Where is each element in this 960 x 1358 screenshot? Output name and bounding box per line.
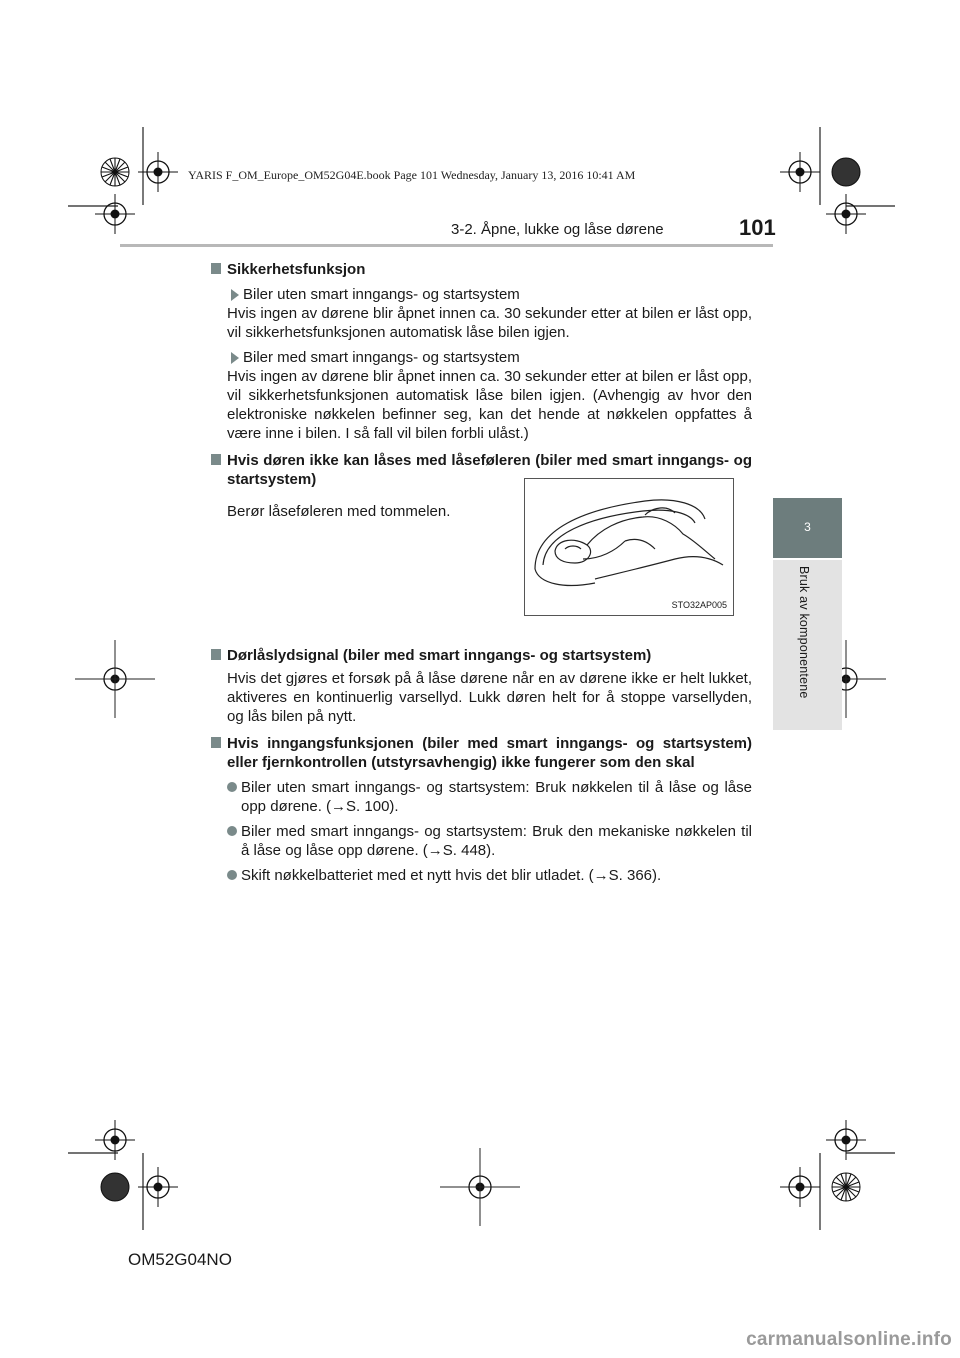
- chapter-label: Bruk av komponentene: [797, 566, 811, 699]
- bullet-icon: [227, 870, 237, 880]
- watermark-link[interactable]: carmanualsonline.info: [746, 1329, 952, 1350]
- subheading-with-smart: Biler med smart inngangs- og startsystem: [211, 348, 752, 367]
- paragraph: Hvis ingen av dørene blir åpnet innen ca. 30 sekunder etter at bilen er låst opp, vil sikkerhetsfunksjonen automatisk låse bilen igjen. (Avhengig av hvor den elektroniske nøkkelen befinner seg, kan det hende at nøkkelen oppfattes å være inne i bilen. I så fall vil bilen forbli ulåst.): [227, 368, 752, 442]
- bullet-icon: [227, 782, 237, 792]
- paragraph: Hvis det gjøres et forsøk på å låse dørene når en av dørene ikke er helt lukket, aktiveres en kontinuerlig varsellyd. Lukk døren helt for å stoppe varsellyden, og lås bilen på nytt.: [227, 670, 752, 725]
- hand-touching-lock-sensor-icon: [525, 479, 733, 615]
- bullet-item: Skift nøkkelbatteriet med et nytt hvis det blir utladet. (→S. 366).: [211, 866, 752, 885]
- subheading-without-smart: Biler uten smart inngangs- og startsystem: [211, 285, 752, 304]
- door-handle-illustration: [524, 478, 734, 616]
- section-marker: [211, 263, 221, 274]
- heading-malfunction: Hvis inngangsfunksjonen (biler med smart inngangs- og startsystem) eller fjernkontrollen (utstyrsavhengig) ikke fungerer som den skal: [211, 734, 752, 772]
- book-info: YARIS F_OM_Europe_OM52G04E.book Page 101 Wednesday, January 13, 2016 10:41 AM: [188, 168, 636, 182]
- figure-code: STO32AP005: [671, 600, 727, 610]
- section-marker: [211, 649, 221, 660]
- triangle-icon: [231, 352, 239, 364]
- section-marker: [211, 454, 221, 465]
- paragraph: Hvis ingen av dørene blir åpnet innen ca. 30 sekunder etter at bilen er låst opp, vil sikkerhetsfunksjonen automatisk låse bilen igjen.: [227, 305, 752, 341]
- page-number: 101: [739, 215, 776, 240]
- section-title: 3-2. Åpne, lukke og låse dørene: [451, 221, 664, 238]
- heading-door-lock-signal: Dørlåslydsignal (biler med smart inngangs- og startsystem): [211, 646, 752, 665]
- bullet-item: Biler med smart inngangs- og startsystem: Bruk den mekaniske nøkkelen til å låse og låse opp dørene. (→S. 448).: [211, 822, 752, 860]
- footer-code: OM52G04NO: [128, 1250, 232, 1269]
- bullet-item: Biler uten smart inngangs- og startsystem: Bruk nøkkelen til å låse og låse opp dørene. (→S. 100).: [211, 778, 752, 816]
- bullet-icon: [227, 826, 237, 836]
- chapter-number: 3: [804, 520, 811, 534]
- heading-lock-sensor: Hvis døren ikke kan låses med låseføleren (biler med smart inngangs- og startsystem): [211, 451, 752, 489]
- watermark-bar: [0, 1327, 960, 1358]
- triangle-icon: [231, 289, 239, 301]
- paragraph: Berør låseføleren med tommelen.: [227, 503, 451, 520]
- header-rule: [120, 244, 773, 247]
- section-marker: [211, 737, 221, 748]
- heading-security: Sikkerhetsfunksjon: [211, 260, 752, 279]
